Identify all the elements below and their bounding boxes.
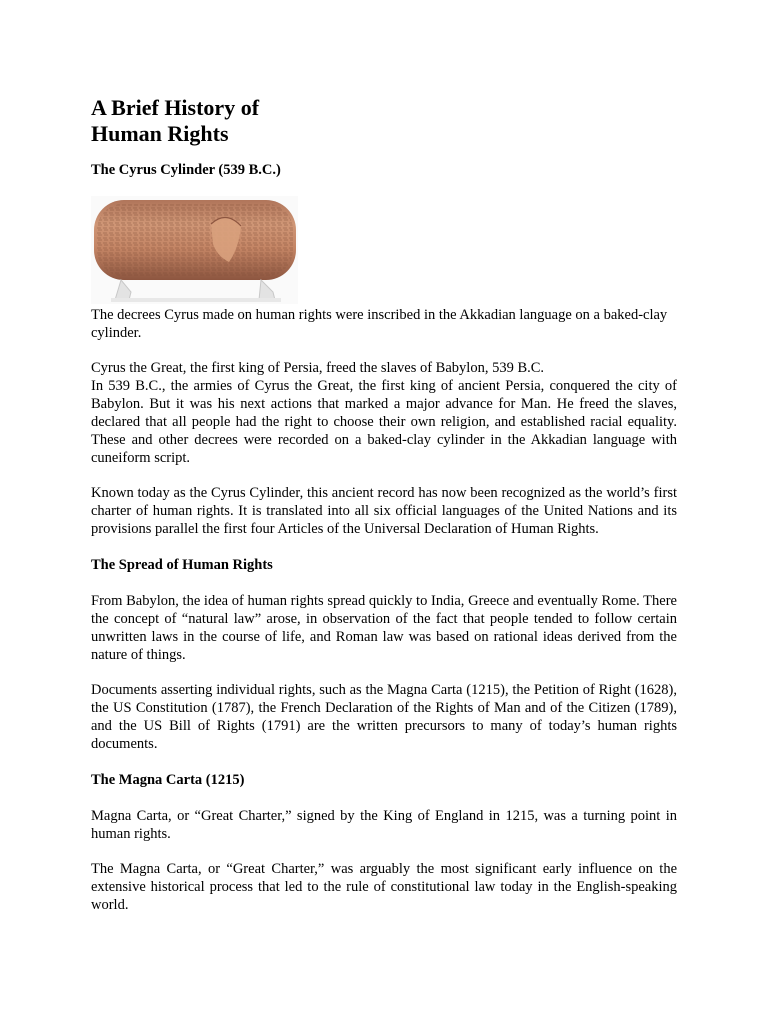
magna-carta-paragraph-2: The Magna Carta, or “Great Charter,” was arguably the most significant early influence on the extensive historical process that led to the rule of constitutional law today in the English-speaking world. — [91, 861, 677, 913]
page-title — [91, 95, 677, 147]
document-page — [91, 95, 677, 914]
cyrus-paragraph-1: In 539 B.C., the armies of Cyrus the Great, the first king of ancient Persia, conquered the city of Babylon. But it was his next actions that marked a major advance for Man. He freed the slaves, declared that all people had the right to choose their own religion, and established racial equality. These and other decrees were recorded on a baked-clay cylinder in the Akkadian language with cuneiform script. — [91, 378, 677, 466]
spread-paragraph-1: From Babylon, the idea of human rights spread quickly to India, Greece and eventually Rome. There the concept of “natural law” arose, in observation of the fact that people tended to follow certain unwritten laws in the course of life, and Roman law was based on rational ideas derived from the nature of things. — [91, 593, 677, 663]
image-caption: The decrees Cyrus made on human rights were inscribed in the Akkadian language on a baked-clay cylinder. — [91, 307, 668, 341]
cyrus-cylinder-image — [91, 196, 298, 304]
heading-spread-of-human-rights: The Spread of Human Rights — [91, 557, 273, 573]
cyrus-paragraph-2: Known today as the Cyrus Cylinder, this ancient record has now been recognized as the world’s first charter of human rights. It is translated into all six official languages of the United Nations and its provisions parallel the first four Articles of the Universal Declaration of Human Rights. — [91, 485, 677, 537]
cyrus-lead: Cyrus the Great, the first king of Persia, freed the slaves of Babylon, 539 B.C. — [91, 360, 545, 376]
heading-cyrus-cylinder: The Cyrus Cylinder (539 B.C.) — [91, 162, 281, 178]
spread-paragraph-2: Documents asserting individual rights, such as the Magna Carta (1215), the Petition of Right (1628), the US Constitution (1787), the French Declaration of the Rights of Man and of the Citizen (1789), and the US Bill of Rights (1791) are the written precursors to many of today’s human rights documents. — [91, 682, 677, 752]
title-line-2: Human Rights — [91, 121, 229, 146]
heading-magna-carta: The Magna Carta (1215) — [91, 772, 245, 788]
magna-carta-paragraph-1: Magna Carta, or “Great Charter,” signed by the King of England in 1215, was a turning point in human rights. — [91, 808, 677, 842]
title-line-1: A Brief History of — [91, 95, 260, 120]
